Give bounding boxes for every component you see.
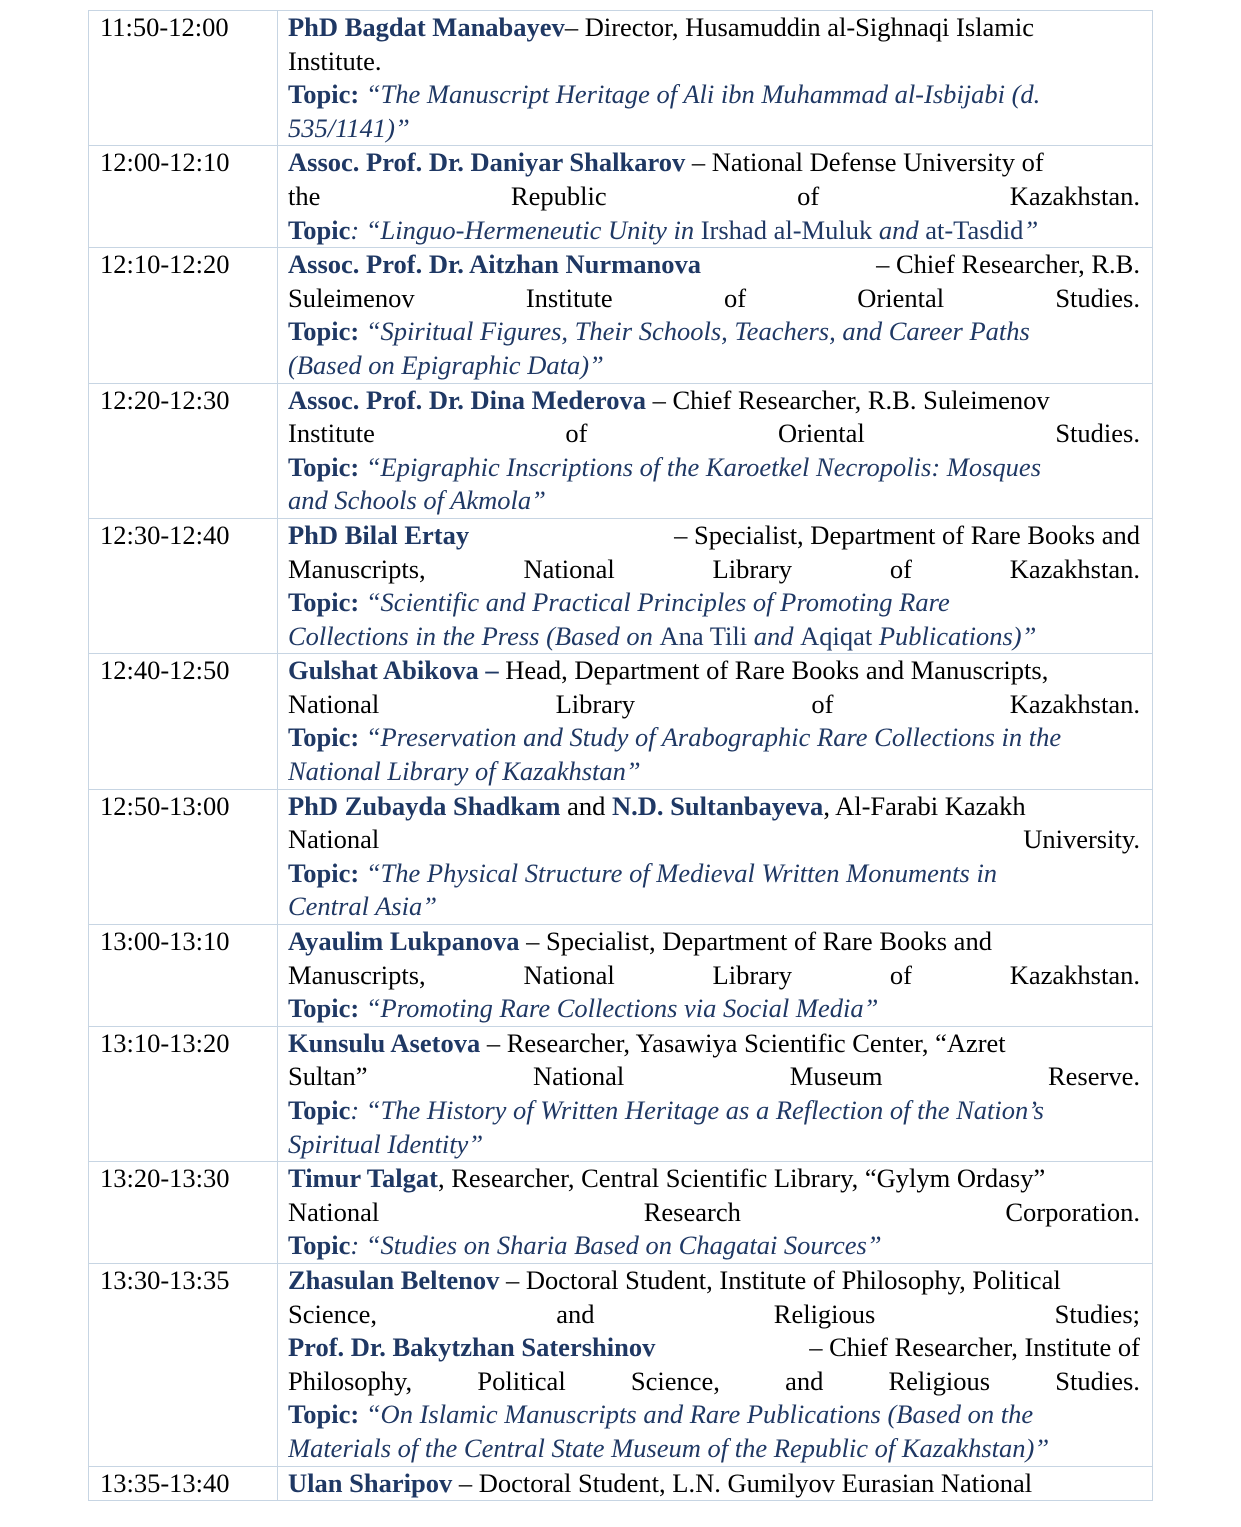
- speaker-name: Ayaulim Lukpanova: [288, 926, 520, 957]
- word: of: [811, 688, 834, 719]
- speaker-line: [288, 1331, 1140, 1365]
- time-slot: 12:00-12:10: [89, 146, 278, 248]
- session-cell: [278, 11, 1153, 146]
- word: National: [288, 688, 380, 719]
- topic-label: Topic: [288, 214, 351, 245]
- time-slot: 13:10-13:20: [89, 1026, 278, 1161]
- topic-title: : “The History of Written Heritage as a Reflection of the Nation’s: [350, 1095, 1044, 1125]
- word: National: [523, 959, 615, 990]
- topic-label: Topic:: [288, 993, 360, 1024]
- word: Manuscripts,: [288, 959, 426, 990]
- word: Republic: [510, 180, 607, 211]
- time-slot: 13:35-13:40: [89, 1466, 278, 1501]
- word: National: [523, 553, 615, 584]
- topic-title-cont: (Based on Epigraphic Data)”: [288, 349, 604, 380]
- table-row: [89, 1466, 1153, 1501]
- session-cell: [278, 383, 1153, 518]
- speaker-name: Timur Talgat: [288, 1163, 438, 1194]
- table-row: [89, 1162, 1153, 1264]
- topic-line: [288, 992, 1140, 1026]
- table-row: [89, 383, 1153, 518]
- time-slot: 13:20-13:30: [89, 1162, 278, 1264]
- topic-book-title: Irshad al-Muluk: [694, 214, 879, 245]
- word: Kazakhstan.: [1009, 180, 1140, 211]
- speaker-line: [288, 146, 1140, 180]
- affiliation-line: [288, 282, 1140, 316]
- word: University.: [1023, 824, 1140, 855]
- word: Institute: [288, 418, 375, 449]
- word: of: [797, 180, 820, 211]
- topic-title: : “Linguo-Hermeneutic Unity: [350, 214, 674, 245]
- word: of: [889, 553, 912, 584]
- word: Library: [712, 553, 793, 584]
- session-cell: [278, 654, 1153, 789]
- topic-title: “The Manuscript Heritage of Ali ibn Muhammad al-Isbijabi (d.: [359, 79, 1041, 110]
- word: Oriental: [857, 282, 945, 313]
- topic-label: Topic:: [288, 316, 360, 347]
- topic-title-cont: National Library of Kazakhstan”: [288, 756, 641, 787]
- table-row: [89, 1263, 1153, 1466]
- topic-title: “Promoting Rare Collections via Social Media”: [359, 993, 879, 1024]
- word: of: [723, 282, 747, 313]
- time-slot: 11:50-12:00: [89, 11, 278, 146]
- topic-line: [288, 315, 1140, 349]
- topic-title: “On Islamic Manuscripts and Rare Publications (Based on the: [359, 1399, 1034, 1430]
- word: Manuscripts,: [288, 553, 426, 584]
- speaker-affiliation: Head, Department of Rare Books and Manuscripts,: [498, 655, 1049, 686]
- topic-title-cont: [288, 620, 1140, 654]
- word: and: [556, 1298, 595, 1329]
- topic-label: Topic: [288, 1230, 351, 1261]
- time-slot: 12:50-13:00: [89, 789, 278, 924]
- topic-title: Publications)”: [872, 620, 1037, 651]
- conjunction: and: [560, 790, 612, 821]
- session-cell: [278, 789, 1153, 924]
- topic-title: in: [673, 214, 695, 245]
- topic-line: [288, 1398, 1140, 1432]
- topic-label: Topic:: [288, 722, 360, 753]
- word: Museum: [789, 1061, 883, 1092]
- word: and: [785, 1365, 824, 1396]
- topic-title-cont: Central Asia”: [288, 891, 437, 922]
- word: Studies;: [1054, 1298, 1140, 1329]
- speaker-name: PhD Bilal Ertay: [288, 519, 470, 550]
- speaker-affiliation: – Chief Researcher, R.B. Suleimenov: [645, 384, 1050, 415]
- table-row: [89, 518, 1153, 653]
- topic-line: [288, 586, 1140, 620]
- speaker-line: [288, 248, 1140, 282]
- topic-label: Topic:: [288, 1399, 360, 1430]
- word: Kazakhstan.: [1009, 553, 1140, 584]
- affiliation-line: [288, 823, 1140, 857]
- affiliation-line: [288, 1298, 1140, 1332]
- topic-title-cont: 535/1141)”: [288, 112, 410, 143]
- speaker-name: Kunsulu Asetova: [288, 1027, 481, 1058]
- speaker-affiliation: – Researcher, Yasawiya Scientific Center, “Azret: [480, 1027, 1006, 1058]
- word: Religious: [773, 1298, 876, 1329]
- speaker-affiliation: – Doctoral Student, L.N. Gumilyov Eurasian National: [452, 1467, 1033, 1498]
- topic-title: “Preservation and Study of Arabographic Rare Collections in the: [359, 722, 1062, 753]
- speaker-affiliation: – National Defense University of: [685, 147, 1044, 178]
- topic-line: [288, 214, 1140, 248]
- session-cell: [278, 1162, 1153, 1264]
- speaker-line: [288, 925, 1140, 959]
- topic-title: “The Physical Structure of Medieval Written Monuments in: [359, 857, 998, 888]
- speaker-affiliation: – Chief Researcher, R.B.: [876, 249, 1140, 280]
- word: Science,: [630, 1365, 720, 1396]
- affiliation-line: Institute.: [288, 45, 382, 76]
- topic-title: “Scientific and Practical Principles of Promoting Rare: [359, 587, 950, 618]
- time-slot: 12:40-12:50: [89, 654, 278, 789]
- speaker-affiliation: – Director, Husamuddin al-Sighnaqi Islamic: [564, 12, 1035, 42]
- topic-line: [288, 1094, 1140, 1128]
- topic-line: [288, 857, 1140, 891]
- topic-label: Topic:: [288, 857, 360, 888]
- speaker-affiliation: – Chief Researcher, Institute of: [809, 1332, 1140, 1363]
- word: Institute: [525, 282, 613, 313]
- word: Science,: [288, 1298, 378, 1329]
- table-row: [89, 925, 1153, 1027]
- topic-title-cont: Materials of the Central State Museum of the Republic of Kazakhstan)”: [288, 1432, 1050, 1463]
- word: Oriental: [777, 418, 865, 449]
- affiliation-line: [288, 959, 1140, 993]
- session-cell: [278, 248, 1153, 383]
- topic-title: ”: [1023, 214, 1039, 245]
- word: Studies.: [1055, 1365, 1140, 1396]
- topic-title-cont: and Schools of Akmola”: [288, 485, 546, 516]
- affiliation-line: [288, 1060, 1140, 1094]
- word: Library: [712, 959, 793, 990]
- time-slot: 12:10-12:20: [89, 248, 278, 383]
- word: of: [565, 418, 588, 449]
- speaker-name: PhD Zubayda Shadkam: [288, 790, 561, 821]
- time-slot: 13:00-13:10: [89, 925, 278, 1027]
- speaker-name: Prof. Dr. Bakytzhan Satershinov: [288, 1332, 656, 1363]
- table-row: [89, 248, 1153, 383]
- table-row: [89, 1026, 1153, 1161]
- session-cell: [278, 518, 1153, 653]
- topic-line: [288, 721, 1140, 755]
- speaker-line: [288, 1027, 1140, 1061]
- topic-line: [288, 1229, 1140, 1263]
- table-row: [89, 11, 1153, 146]
- speaker-line: [288, 384, 1140, 418]
- affiliation-line: [288, 553, 1140, 587]
- speaker-line: [288, 790, 1140, 824]
- word: Religious: [888, 1365, 991, 1396]
- schedule-table: [88, 10, 1153, 1501]
- topic-label: Topic: [288, 1095, 351, 1125]
- speaker-affiliation: – Specialist, Department of Rare Books and: [674, 519, 1140, 550]
- speaker-line: [288, 519, 1140, 553]
- word: Studies.: [1055, 418, 1140, 449]
- speaker-name: Gulshat Abikova –: [288, 655, 499, 686]
- word: Kazakhstan.: [1009, 959, 1140, 990]
- topic-line: [288, 451, 1140, 485]
- topic-label: Topic:: [288, 451, 360, 482]
- topic-line: [288, 78, 1140, 112]
- word: Kazakhstan.: [1009, 688, 1140, 719]
- speaker-name: Assoc. Prof. Dr. Dina Mederova: [288, 384, 646, 415]
- session-cell: [278, 1466, 1153, 1501]
- speaker-line: [288, 654, 1140, 688]
- topic-book-title: Ana Tili: [659, 620, 748, 651]
- speaker-name: N.D. Sultanbayeva: [612, 790, 824, 821]
- word: Reserve.: [1048, 1061, 1140, 1092]
- speaker-name: Ulan Sharipov: [288, 1467, 453, 1498]
- topic-title: “Spiritual Figures, Their Schools, Teachers, and Career Paths: [359, 316, 1030, 347]
- word: Studies.: [1055, 282, 1140, 313]
- affiliation-line: [288, 180, 1140, 214]
- session-cell: [278, 925, 1153, 1027]
- time-slot: 13:30-13:35: [89, 1263, 278, 1466]
- word: of: [889, 959, 912, 990]
- speaker-name: Assoc. Prof. Dr. Daniyar Shalkarov: [288, 147, 686, 178]
- topic-book-title: Aqiqat: [800, 620, 873, 651]
- word: National: [288, 1196, 380, 1227]
- topic-title: “Epigraphic Inscriptions of the Karoetkel Necropolis: Mosques: [359, 451, 1042, 482]
- topic-label: Topic:: [288, 79, 360, 110]
- word: Suleimenov: [288, 282, 415, 313]
- word: Philosophy,: [288, 1365, 413, 1396]
- word: Corporation.: [1005, 1196, 1140, 1227]
- topic-label: Topic:: [288, 587, 360, 618]
- word: Political: [477, 1365, 566, 1396]
- session-cell: [278, 1263, 1153, 1466]
- topic-title: and: [747, 620, 801, 651]
- speaker-name: PhD Bagdat Manabayev: [288, 12, 565, 42]
- speaker-affiliation: ‒ Specialist, Department of Rare Books and: [519, 926, 992, 957]
- word: Research: [643, 1196, 741, 1227]
- time-slot: 12:20-12:30: [89, 383, 278, 518]
- speaker-affiliation: , Researcher, Central Scientific Library, “Gylym Ordasy”: [437, 1163, 1046, 1194]
- session-cell: [278, 1026, 1153, 1161]
- word: the: [288, 180, 321, 211]
- affiliation-line: [288, 1196, 1140, 1230]
- word: National: [288, 824, 380, 855]
- affiliation-line: [288, 1365, 1140, 1399]
- word: Sultan”: [288, 1061, 368, 1092]
- speaker-line: [288, 1162, 1140, 1196]
- speaker-line: [288, 1467, 1140, 1501]
- word: National: [533, 1061, 625, 1092]
- speaker-affiliation: – Doctoral Student, Institute of Philosophy, Political: [499, 1264, 1061, 1295]
- topic-title: Collections in the Press (Based on: [288, 620, 660, 651]
- speaker-name: Assoc. Prof. Dr. Aitzhan Nurmanova: [288, 249, 701, 280]
- affiliation-line: [288, 688, 1140, 722]
- topic-title-cont: Spiritual Identity”: [288, 1128, 484, 1159]
- speaker-name: Zhasulan Beltenov: [288, 1264, 500, 1295]
- table-row: [89, 654, 1153, 789]
- speaker-line: [288, 1264, 1140, 1298]
- table-row: [89, 146, 1153, 248]
- affiliation-line: [288, 417, 1140, 451]
- session-cell: [278, 146, 1153, 248]
- speaker-line: [288, 11, 1140, 45]
- table-row: [89, 789, 1153, 924]
- time-slot: 12:30-12:40: [89, 518, 278, 653]
- word: Library: [555, 688, 636, 719]
- topic-book-title: at-Tasdid: [918, 214, 1024, 245]
- topic-title: : “Studies on Sharia Based on Chagatai Sources”: [350, 1230, 882, 1261]
- topic-title: and: [878, 214, 919, 245]
- speaker-affiliation: , Al-Farabi Kazakh: [823, 790, 1026, 821]
